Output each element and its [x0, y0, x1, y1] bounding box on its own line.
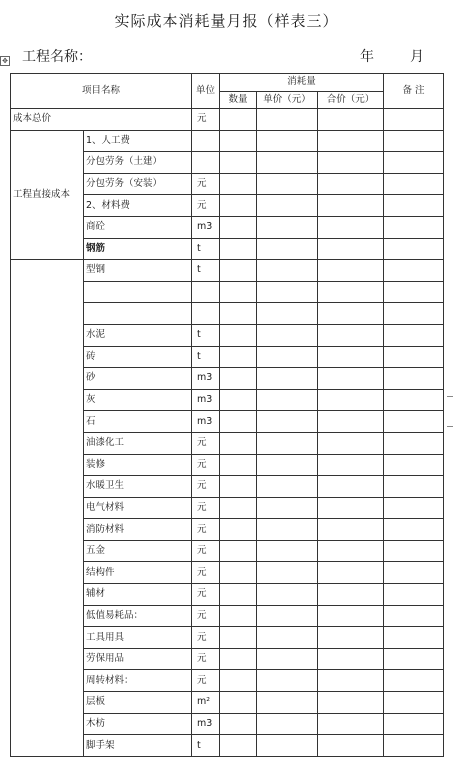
item-name: 劳保用品 — [84, 648, 192, 670]
cell-total-price[interactable] — [318, 216, 384, 238]
item-unit: 元 — [192, 173, 220, 195]
item-unit: 元 — [192, 454, 220, 476]
item-unit: 元 — [192, 670, 220, 692]
item-unit: m3 — [192, 411, 220, 433]
item-name: 钢筋 — [84, 238, 192, 260]
cell-unit-price[interactable] — [257, 584, 318, 606]
item-name: 工具用具 — [84, 627, 192, 649]
cell-unit-price[interactable] — [257, 260, 318, 282]
cell-remark[interactable] — [384, 562, 444, 584]
cell-unit-price[interactable] — [257, 195, 318, 217]
item-unit: 元 — [192, 627, 220, 649]
cell-quantity[interactable] — [220, 735, 257, 757]
cell-remark[interactable] — [384, 627, 444, 649]
cell-remark[interactable] — [384, 670, 444, 692]
item-unit: t — [192, 324, 220, 346]
cell-remark[interactable] — [384, 324, 444, 346]
cell-quantity[interactable] — [220, 540, 257, 562]
cell-remark[interactable] — [384, 411, 444, 433]
cell-remark[interactable] — [384, 281, 444, 303]
item-unit: m3 — [192, 216, 220, 238]
cell-total-price[interactable] — [318, 454, 384, 476]
cell-total-price[interactable] — [318, 713, 384, 735]
cell-remark[interactable] — [384, 346, 444, 368]
cell-total-price[interactable] — [318, 519, 384, 541]
total-cost-label: 成本总价 — [11, 109, 192, 131]
header-quantity: 数量 — [220, 91, 257, 109]
item-unit — [192, 152, 220, 174]
cell-quantity[interactable] — [220, 454, 257, 476]
cell-unit-price[interactable] — [257, 605, 318, 627]
header-remark: 备 注 — [384, 74, 444, 109]
cell-total-price[interactable] — [318, 540, 384, 562]
item-name: 周转材料： — [84, 670, 192, 692]
item-name: 木枋 — [84, 713, 192, 735]
cell-remark[interactable] — [384, 454, 444, 476]
cell-quantity[interactable] — [220, 130, 257, 152]
cell-unit-price[interactable] — [257, 216, 318, 238]
item-name: 辅材 — [84, 584, 192, 606]
cell-unit-price[interactable] — [257, 454, 318, 476]
cell-total-price[interactable] — [318, 562, 384, 584]
item-name: 水暖卫生 — [84, 476, 192, 498]
item-unit: 元 — [192, 648, 220, 670]
item-unit: 元 — [192, 584, 220, 606]
cell-quantity[interactable] — [220, 238, 257, 260]
item-name — [84, 281, 192, 303]
item-unit: m3 — [192, 368, 220, 390]
cell-unit-price[interactable] — [257, 670, 318, 692]
margin-mark — [447, 396, 453, 397]
cell-total-price[interactable] — [318, 605, 384, 627]
item-name: 砂 — [84, 368, 192, 390]
item-name: 消防材料 — [84, 519, 192, 541]
cell-total-price[interactable] — [318, 303, 384, 325]
item-name: 石 — [84, 411, 192, 433]
item-unit: 元 — [192, 562, 220, 584]
cell-unit-price[interactable] — [257, 627, 318, 649]
cell-remark[interactable] — [384, 692, 444, 714]
item-unit: t — [192, 735, 220, 757]
cell-total-price[interactable] — [318, 497, 384, 519]
item-unit: t — [192, 260, 220, 282]
cell-unit-price[interactable] — [257, 411, 318, 433]
cell-unit-price[interactable] — [257, 562, 318, 584]
cell-unit-price[interactable] — [257, 713, 318, 735]
item-name: 2、材料费 — [84, 195, 192, 217]
cell-remark[interactable] — [384, 605, 444, 627]
cell-remark[interactable] — [384, 735, 444, 757]
cell-quantity[interactable] — [220, 346, 257, 368]
cell-unit-price[interactable] — [257, 540, 318, 562]
item-name: 1、人工费 — [84, 130, 192, 152]
cell-quantity[interactable] — [220, 648, 257, 670]
cell-total-price[interactable] — [318, 324, 384, 346]
report-title: 实际成本消耗量月报（样表三） — [114, 12, 339, 30]
cell-quantity[interactable] — [220, 519, 257, 541]
cell-unit-price[interactable] — [257, 692, 318, 714]
item-name: 层板 — [84, 692, 192, 714]
cost-report-table — [10, 73, 444, 757]
cell-quantity[interactable] — [220, 260, 257, 282]
cell-quantity[interactable] — [220, 670, 257, 692]
margin-mark — [447, 426, 453, 427]
cell-remark[interactable] — [384, 713, 444, 735]
cell-remark[interactable] — [384, 152, 444, 174]
cell-total-price[interactable] — [318, 368, 384, 390]
cell-total-price[interactable] — [318, 346, 384, 368]
item-unit: 元 — [192, 519, 220, 541]
cell-unit-price[interactable] — [257, 432, 318, 454]
cell-quantity[interactable] — [220, 562, 257, 584]
item-name: 水泥 — [84, 324, 192, 346]
cell-remark[interactable] — [384, 432, 444, 454]
item-unit — [192, 130, 220, 152]
cell-remark[interactable] — [384, 497, 444, 519]
cell-total-price[interactable] — [318, 130, 384, 152]
cell-quantity[interactable] — [220, 303, 257, 325]
item-unit: 元 — [192, 605, 220, 627]
cell-total-price[interactable] — [318, 627, 384, 649]
cell-quantity[interactable] — [220, 432, 257, 454]
item-unit: m² — [192, 692, 220, 714]
header-item-name: 项目名称 — [11, 74, 192, 109]
header-unit-price: 单价（元） — [257, 91, 318, 109]
cell-unit-price[interactable] — [257, 130, 318, 152]
cell-remark[interactable] — [384, 173, 444, 195]
item-unit: 元 — [192, 497, 220, 519]
item-name: 五金 — [84, 540, 192, 562]
table-row — [11, 130, 444, 152]
item-unit: m3 — [192, 389, 220, 411]
cell-unit-price[interactable] — [257, 476, 318, 498]
cell-quantity[interactable] — [220, 109, 257, 131]
cell-total-price[interactable] — [318, 584, 384, 606]
cell-total-price[interactable] — [318, 432, 384, 454]
materials-category — [11, 260, 84, 757]
cell-total-price[interactable] — [318, 670, 384, 692]
project-name-label: 工程名称： — [22, 49, 92, 65]
cell-total-price[interactable] — [318, 152, 384, 174]
item-name: 电气材料 — [84, 497, 192, 519]
cell-remark[interactable] — [384, 195, 444, 217]
item-unit: 元 — [192, 540, 220, 562]
cell-total-price[interactable] — [318, 281, 384, 303]
cell-remark[interactable] — [384, 389, 444, 411]
direct-cost-category: 工程直接成本 — [11, 130, 84, 260]
cell-quantity[interactable] — [220, 216, 257, 238]
cell-remark[interactable] — [384, 109, 444, 131]
cell-total-price[interactable] — [318, 260, 384, 282]
cell-total-price[interactable] — [318, 238, 384, 260]
cell-total-price[interactable] — [318, 109, 384, 131]
item-name: 脚手架 — [84, 735, 192, 757]
cell-remark[interactable] — [384, 216, 444, 238]
cell-remark[interactable] — [384, 130, 444, 152]
table-row — [11, 260, 444, 282]
cell-total-price[interactable] — [318, 692, 384, 714]
cell-quantity[interactable] — [220, 152, 257, 174]
cell-quantity[interactable] — [220, 627, 257, 649]
item-unit: 元 — [192, 195, 220, 217]
cell-remark[interactable] — [384, 476, 444, 498]
item-name: 灰 — [84, 389, 192, 411]
cell-quantity[interactable] — [220, 368, 257, 390]
cell-remark[interactable] — [384, 648, 444, 670]
cell-remark[interactable] — [384, 584, 444, 606]
item-unit: t — [192, 346, 220, 368]
item-name: 装修 — [84, 454, 192, 476]
cell-unit-price[interactable] — [257, 109, 318, 131]
item-unit: 元 — [192, 432, 220, 454]
cell-quantity[interactable] — [220, 281, 257, 303]
item-unit: m3 — [192, 713, 220, 735]
item-name: 结构件 — [84, 562, 192, 584]
cell-quantity[interactable] — [220, 713, 257, 735]
item-name: 型钢 — [84, 260, 192, 282]
cell-total-price[interactable] — [318, 735, 384, 757]
cell-total-price[interactable] — [318, 173, 384, 195]
item-name — [84, 303, 192, 325]
item-unit: t — [192, 238, 220, 260]
item-unit — [192, 281, 220, 303]
header-consumption: 消耗量 — [220, 74, 384, 92]
cell-quantity[interactable] — [220, 605, 257, 627]
cell-total-price[interactable] — [318, 476, 384, 498]
cell-remark[interactable] — [384, 368, 444, 390]
item-name: 分包劳务（土建） — [84, 152, 192, 174]
cell-unit-price[interactable] — [257, 324, 318, 346]
year-label: 年 — [360, 49, 374, 65]
cell-unit-price[interactable] — [257, 346, 318, 368]
cell-quantity[interactable] — [220, 584, 257, 606]
cell-remark[interactable] — [384, 238, 444, 260]
item-name: 分包劳务（安装） — [84, 173, 192, 195]
item-name: 砖 — [84, 346, 192, 368]
cell-unit-price[interactable] — [257, 303, 318, 325]
cell-unit-price[interactable] — [257, 519, 318, 541]
cell-remark[interactable] — [384, 519, 444, 541]
cell-unit-price[interactable] — [257, 152, 318, 174]
item-name: 油漆化工 — [84, 432, 192, 454]
cell-unit-price[interactable] — [257, 735, 318, 757]
cell-quantity[interactable] — [220, 195, 257, 217]
cell-quantity[interactable] — [220, 324, 257, 346]
cell-remark[interactable] — [384, 260, 444, 282]
cell-unit-price[interactable] — [257, 238, 318, 260]
item-name: 商砼 — [84, 216, 192, 238]
total-cost-unit: 元 — [192, 109, 220, 131]
cell-unit-price[interactable] — [257, 368, 318, 390]
cell-quantity[interactable] — [220, 389, 257, 411]
cell-unit-price[interactable] — [257, 173, 318, 195]
cell-quantity[interactable] — [220, 692, 257, 714]
cell-total-price[interactable] — [318, 195, 384, 217]
cell-quantity[interactable] — [220, 476, 257, 498]
table-move-handle-icon[interactable]: ✥ — [0, 56, 10, 66]
header-total-price: 合价（元） — [318, 91, 384, 109]
cell-unit-price[interactable] — [257, 281, 318, 303]
header-unit: 单位 — [192, 74, 220, 109]
cell-total-price[interactable] — [318, 411, 384, 433]
item-name: 低值易耗品： — [84, 605, 192, 627]
cell-total-price[interactable] — [318, 389, 384, 411]
cell-total-price[interactable] — [318, 648, 384, 670]
month-label: 月 — [410, 49, 424, 65]
cell-unit-price[interactable] — [257, 648, 318, 670]
cell-unit-price[interactable] — [257, 497, 318, 519]
item-unit — [192, 303, 220, 325]
cell-quantity[interactable] — [220, 411, 257, 433]
cell-quantity[interactable] — [220, 173, 257, 195]
cell-quantity[interactable] — [220, 497, 257, 519]
cell-remark[interactable] — [384, 540, 444, 562]
cell-remark[interactable] — [384, 303, 444, 325]
item-unit: 元 — [192, 476, 220, 498]
cell-unit-price[interactable] — [257, 389, 318, 411]
